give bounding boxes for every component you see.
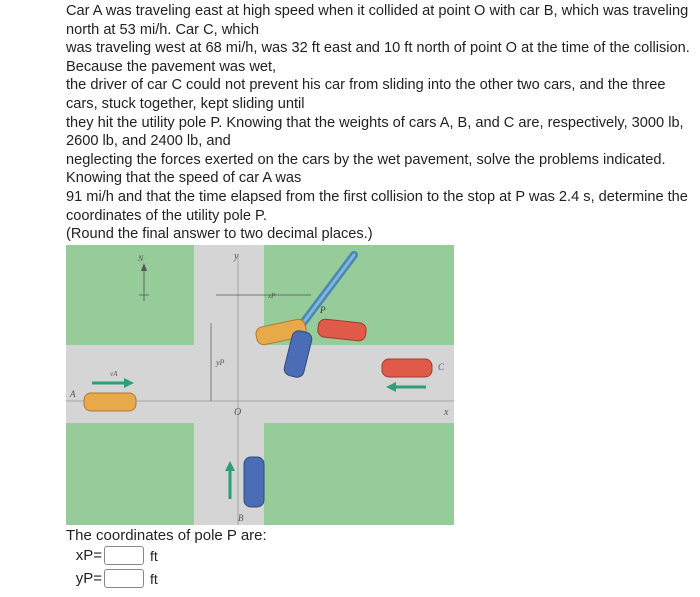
car-b-label: B [238, 513, 244, 523]
y-axis-label: y [234, 251, 239, 262]
pole-label: P [320, 305, 326, 315]
yp-label: yP= [75, 570, 102, 587]
problem-line: Car A was traveling east at high speed when it collided at point O with car B, which was traveling north at 53 mi/h. Car C, which [66, 3, 689, 38]
problem-line: the driver of car C could not prevent his car from sliding into the other two cars, and the three cars, stuck together, kept sliding until [66, 77, 666, 112]
car-c-label: C [438, 362, 445, 372]
grass-block-nw [66, 245, 194, 345]
xp-dimension-label: xP [268, 292, 276, 300]
yp-unit: ft [150, 570, 158, 587]
yp-dimension-label: yP [216, 358, 225, 367]
problem-statement [66, 2, 694, 244]
yp-input[interactable] [104, 569, 144, 588]
xp-answer-row [66, 546, 158, 565]
xp-label: xP= [75, 547, 102, 564]
problem-line: was traveling west at 68 mi/h, was 32 ft east and 10 ft north of point O at the time of the collision. Because the pavement was wet, [66, 40, 690, 75]
problem-line: they hit the utility pole P. Knowing that the weights of cars A, B, and C are, respectively, 3000 lb, 2600 lb, and 2400 lb, and [66, 114, 684, 150]
x-axis-label: x [444, 407, 449, 418]
grass-block-se [264, 423, 454, 525]
origin-label: O [234, 407, 242, 418]
intersection-figure [66, 245, 454, 525]
north-label: N [138, 254, 144, 263]
problem-line: (Round the final answer to two decimal places.) [66, 226, 373, 243]
car-c [382, 359, 432, 377]
problem-line: neglecting the forces exerted on the cars by the wet pavement, solve the problems indicated. Knowing that the speed of car A was [66, 151, 666, 187]
xp-unit: ft [150, 547, 158, 564]
xp-input[interactable] [104, 546, 144, 565]
car-a [84, 393, 136, 411]
grass-block-sw [66, 423, 194, 525]
car-a-label: A [70, 389, 76, 399]
car-a-velocity-label: vA [110, 370, 118, 378]
problem-line: 91 mi/h and that the time elapsed from the first collision to the stop at P was 2.4 s, determine the coordinates of the utility pole P. [66, 188, 688, 224]
car-b [244, 457, 264, 507]
answer-title: The coordinates of pole P are: [66, 527, 267, 544]
yp-answer-row [66, 569, 158, 588]
